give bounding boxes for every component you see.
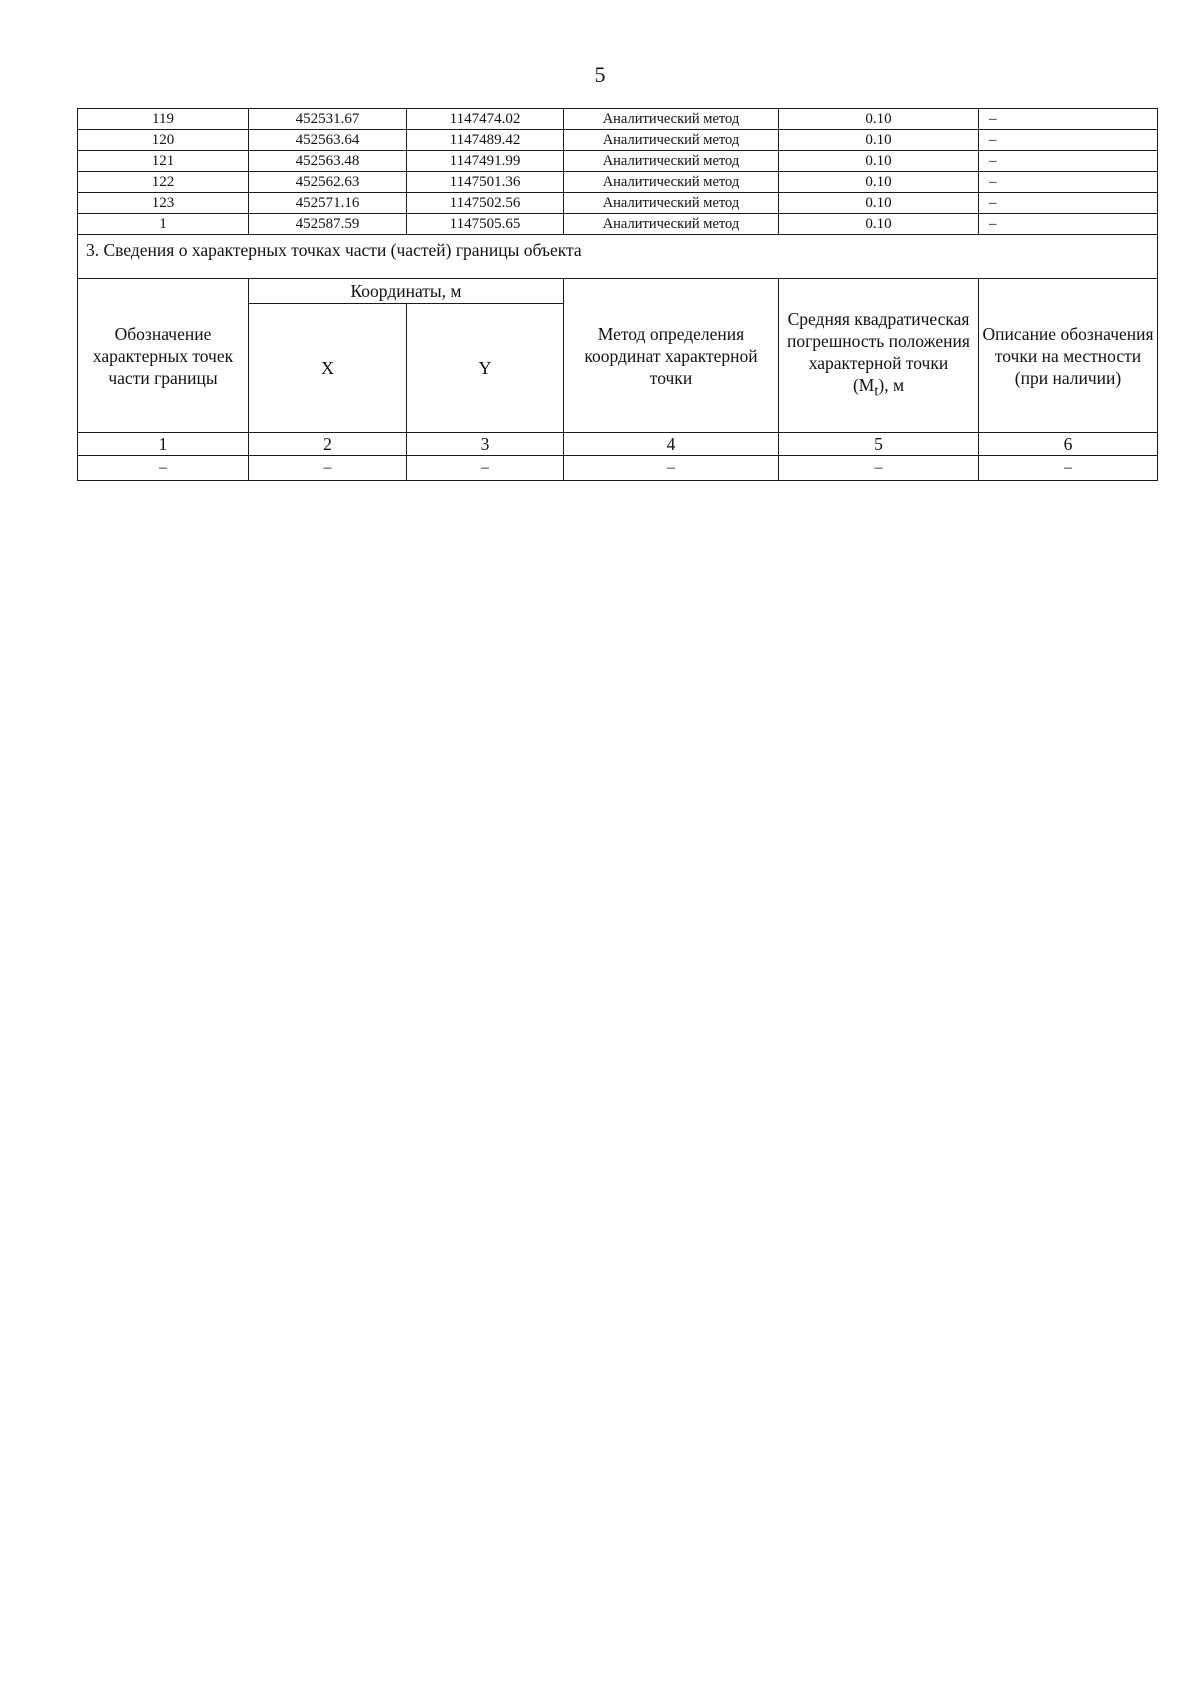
header-x: X [249,304,407,433]
description-cell: – [979,193,1158,214]
method-cell: Аналитический метод [564,151,779,172]
table-row [78,151,1158,172]
method-cell: Аналитический метод [564,109,779,130]
description-cell: – [979,151,1158,172]
table-row [78,193,1158,214]
x-cell: 452531.67 [249,109,407,130]
y-cell: 1147502.56 [407,193,564,214]
table-row [78,109,1158,130]
header-error [779,279,979,433]
table-row [78,214,1158,235]
section-title-row [78,235,1158,279]
error-cell: 0.10 [779,214,979,235]
column-number: 3 [407,433,564,456]
coordinates-table [77,108,1158,481]
page-number: 5 [594,62,606,87]
header-row [78,279,1158,304]
header-point-designation: Обозначение характерных точек части границы [78,279,249,433]
error-cell: 0.10 [779,109,979,130]
column-numbers-row [78,433,1158,456]
empty-cell: – [779,456,979,481]
description-cell: – [979,172,1158,193]
error-cell: 0.10 [779,172,979,193]
header-description: Описание обозначения точки на местности (при наличии) [979,279,1158,433]
method-cell: Аналитический метод [564,214,779,235]
empty-cell: – [407,456,564,481]
method-cell: Аналитический метод [564,172,779,193]
error-cell: 0.10 [779,193,979,214]
method-cell: Аналитический метод [564,193,779,214]
x-cell: 452571.16 [249,193,407,214]
y-cell: 1147489.42 [407,130,564,151]
x-cell: 452563.64 [249,130,407,151]
x-cell: 452562.63 [249,172,407,193]
point-cell: 120 [78,130,249,151]
x-cell: 452587.59 [249,214,407,235]
section-title: 3. Сведения о характерных точках части (частей) границы объекта [78,235,1158,279]
header-error-unit-prefix: (M [852,375,875,396]
header-coordinates: Координаты, м [249,279,564,304]
column-number: 5 [779,433,979,456]
point-cell: 1 [78,214,249,235]
point-cell: 121 [78,151,249,172]
empty-cell: – [78,456,249,481]
y-cell: 1147501.36 [407,172,564,193]
x-cell: 452563.48 [249,151,407,172]
point-cell: 122 [78,172,249,193]
column-number: 6 [979,433,1158,456]
header-method: Метод определения координат характерной точки [564,279,779,433]
column-number: 1 [78,433,249,456]
table-row [78,456,1158,481]
empty-cell: – [564,456,779,481]
point-cell: 119 [78,109,249,130]
y-cell: 1147505.65 [407,214,564,235]
description-cell: – [979,130,1158,151]
column-number: 2 [249,433,407,456]
header-error-text: Средняя квадратическая погрешность положения характерной точки [787,309,970,374]
y-cell: 1147491.99 [407,151,564,172]
column-number: 4 [564,433,779,456]
table-row [78,172,1158,193]
empty-cell: – [979,456,1158,481]
description-cell: – [979,109,1158,130]
header-y: Y [407,304,564,433]
error-cell: 0.10 [779,130,979,151]
error-cell: 0.10 [779,151,979,172]
empty-cell: – [249,456,407,481]
method-cell: Аналитический метод [564,130,779,151]
header-error-unit-subscript: t [874,383,879,400]
description-cell: – [979,214,1158,235]
point-cell: 123 [78,193,249,214]
table-row [78,130,1158,151]
y-cell: 1147474.02 [407,109,564,130]
header-error-unit-suffix: ), м [878,375,905,396]
